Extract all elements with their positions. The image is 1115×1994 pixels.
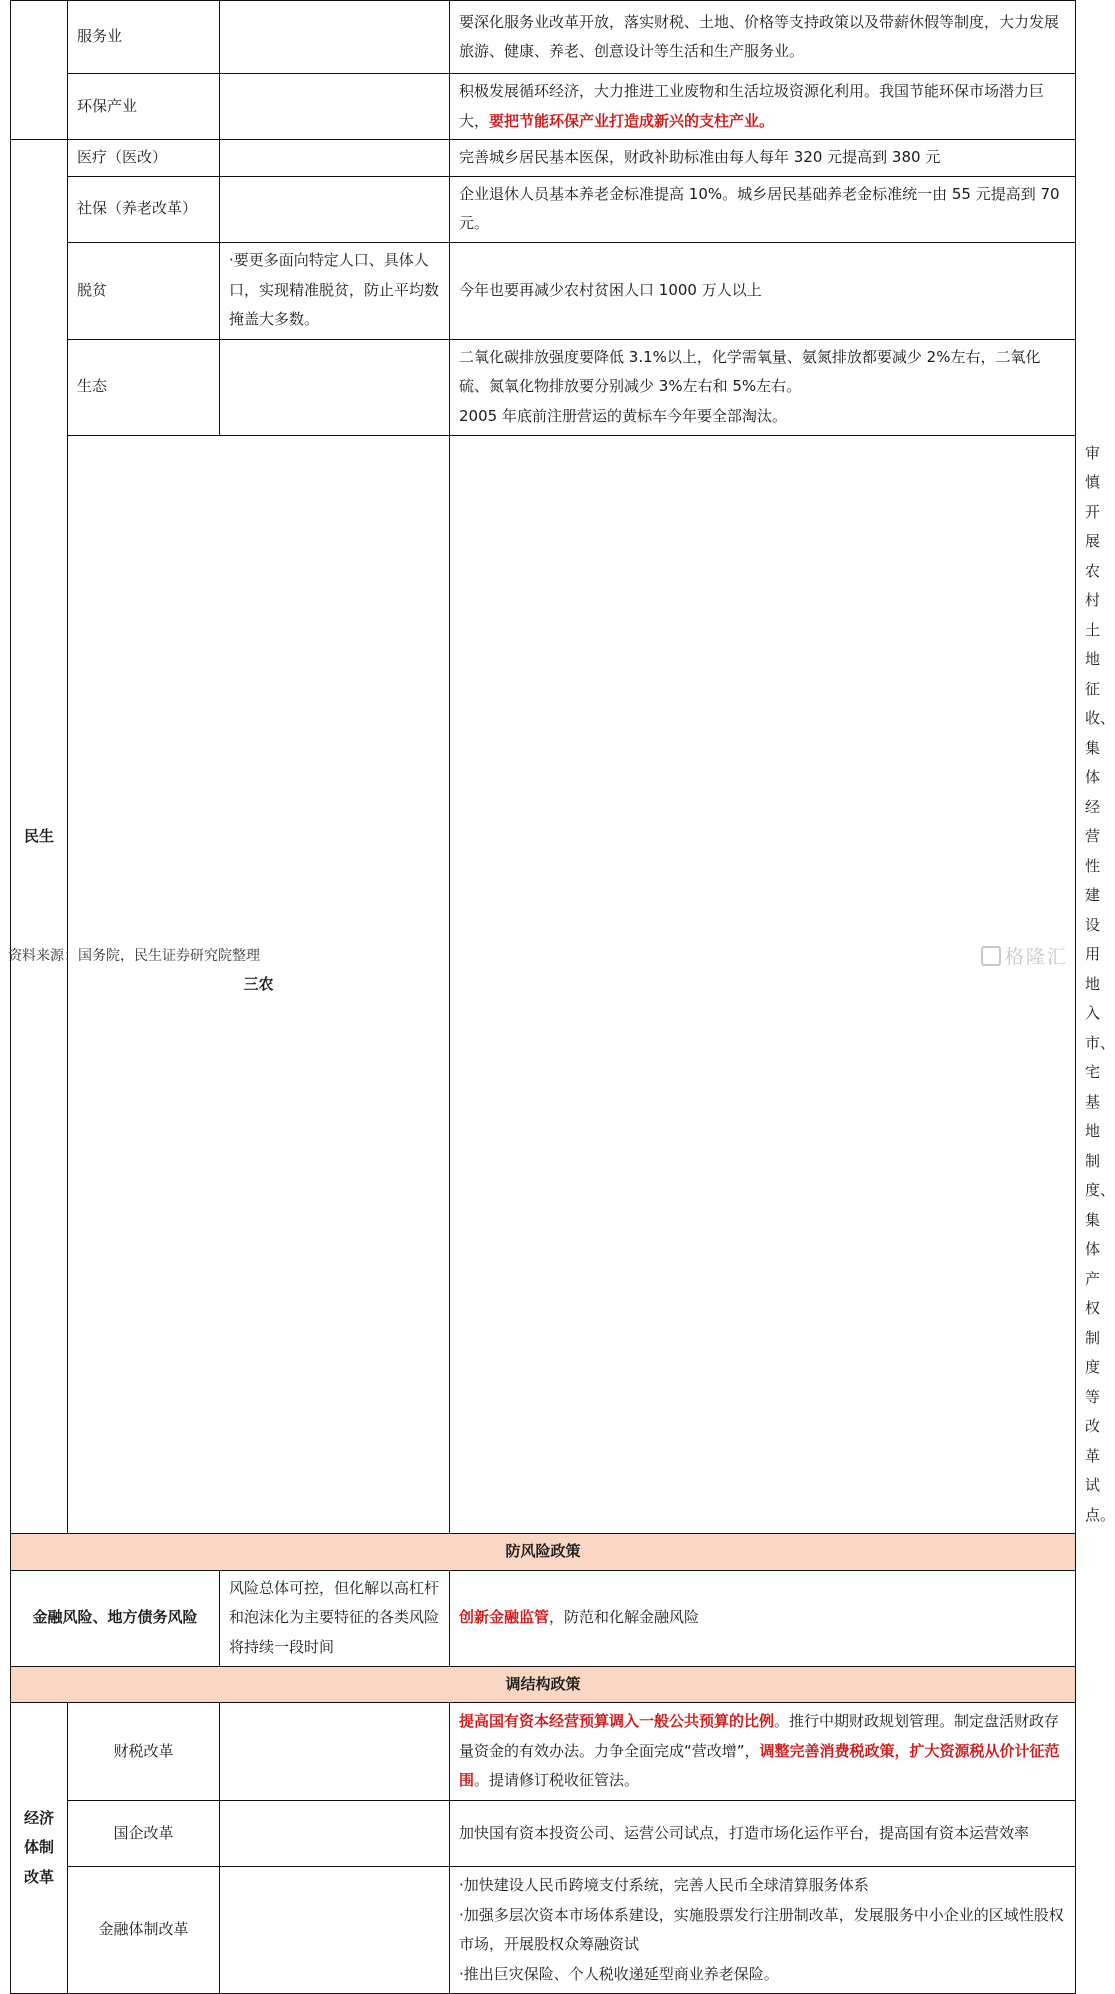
empty-category-cell — [11, 1, 68, 140]
desc-line: ·推出巨灾保险、个人税收递延型商业养老保险。 — [459, 1964, 779, 1983]
policy-table — [10, 0, 1115, 1994]
empty-note-cell — [220, 140, 450, 177]
desc-text: ，防范和化解金融风险 — [549, 1608, 700, 1627]
row-desc-caishui — [450, 1703, 1076, 1801]
row-desc-huanbao — [450, 74, 1076, 140]
highlight-text: 调整完善消费税政策，扩大资源税从价计征范围 — [459, 1741, 1060, 1790]
highlight-text: 要把节能环保产业打造成新兴的支柱产业。 — [489, 111, 775, 130]
row-label-huanbao: 环保产业 — [68, 74, 220, 140]
table-row — [11, 1801, 1076, 1867]
row-note-tuopin: ·要更多面向特定人口、具体人口，实现精准脱贫，防止平均数掩盖大多数。 — [220, 242, 450, 339]
empty-note-cell — [450, 435, 1076, 1534]
empty-note-cell — [220, 1867, 450, 1994]
table-row — [11, 140, 1076, 177]
table-row — [11, 1, 1076, 74]
table-row — [11, 74, 1076, 140]
desc-line: 二氧化碳排放强度要降低 3.1%以上，化学需氧量、氨氮排放都要减少 2%左右，二氧化硫、氮氧化物排放要分别减少 3%左右和 5%左右。 — [459, 347, 1041, 396]
row-desc-shengtai — [450, 339, 1076, 435]
empty-note-cell — [220, 1801, 450, 1867]
row-desc-guoqi: 加快国有资本投资公司、运营公司试点，打造市场化运作平台，提高国有资本运营效率 — [450, 1801, 1076, 1867]
empty-note-cell — [220, 74, 450, 140]
empty-note-cell — [220, 1, 450, 74]
row-desc-jinrong-risk — [450, 1570, 1076, 1666]
row-note-jinrong-risk: 风险总体可控，但化解以高杠杆和泡沫化为主要特征的各类风险将持续一段时间 — [220, 1570, 450, 1666]
desc-text: 。提请修订税收征管法。 — [474, 1771, 640, 1790]
table-row — [11, 1703, 1076, 1801]
desc-line: ·加快建设人民币跨境支付系统，完善人民币全球清算服务体系 — [459, 1876, 869, 1894]
row-label-caishui: 财税改革 — [68, 1703, 220, 1801]
empty-note-cell — [220, 176, 450, 242]
table-row — [11, 1570, 1076, 1666]
table-row — [11, 176, 1076, 242]
watermark-logo-icon — [981, 946, 1001, 966]
table-row — [11, 242, 1076, 339]
highlight-text: 提高国有资本经营预算调入一般公共预算的比例 — [459, 1712, 775, 1731]
section-row — [11, 1666, 1076, 1703]
source-note: 资料来源：国务院，民生证券研究院整理 — [8, 948, 260, 964]
empty-note-cell — [220, 1703, 450, 1801]
row-label-tuopin: 脱贫 — [68, 242, 220, 339]
row-desc-yiliao: 完善城乡居民基本医保，财政补助标准由每人每年 320 元提高到 380 元 — [450, 140, 1076, 177]
row-label-shengtai: 生态 — [68, 339, 220, 435]
row-label-yiliao: 医疗（医改） — [68, 140, 220, 177]
section-header-structure: 调结构政策 — [11, 1666, 1076, 1703]
row-label-jinrong-tizhi: 金融体制改革 — [68, 1867, 220, 1994]
row-desc-shebao: 企业退休人员基本养老金标准提高 10%。城乡居民基础养老金标准统一由 55 元提高到 70 元。 — [450, 176, 1076, 242]
row-desc-fuwuye: 要深化服务业改革开放，落实财税、土地、价格等支持政策以及带薪休假等制度，大力发展旅游、健康、养老、创意设计等生活和生产服务业。 — [450, 1, 1076, 74]
watermark — [981, 942, 1068, 969]
table-row — [11, 339, 1076, 435]
section-row — [11, 1534, 1076, 1571]
row-label-shebao: 社保（养老改革） — [68, 176, 220, 242]
row-label-fuwuye: 服务业 — [68, 1, 220, 74]
row-label-guoqi: 国企改革 — [68, 1801, 220, 1867]
section-header-risk: 防风险政策 — [11, 1534, 1076, 1571]
row-desc-jinrong-tizhi — [450, 1867, 1076, 1994]
category-minsheng: 民生 — [11, 140, 68, 1534]
watermark-text: 格隆汇 — [1004, 946, 1068, 968]
category-jinrong-risk: 金融风险、地方债务风险 — [11, 1570, 220, 1666]
desc-text: 积极发展循环经济，大力推进工业废物和生活垃圾资源化利用。我国节能环保市场潜力巨大， — [459, 82, 1045, 130]
category-jingji: 经济体制改革 — [11, 1703, 68, 1994]
category-sannong: 三农 — [68, 435, 450, 1534]
highlight-text: 创新金融监管 — [459, 1608, 550, 1627]
row-desc-tuopin: 今年也要再减少农村贫困人口 1000 万人以上 — [450, 242, 1076, 339]
desc-line: 2005 年底前注册营运的黄标车今年要全部淘汰。 — [459, 406, 787, 425]
desc-text: 。推行中期财政规划管理。制定盘活财政存量资金的有效办法。力争全面完成“营改增”， — [459, 1712, 1060, 1760]
empty-note-cell — [220, 339, 450, 435]
table-row — [11, 1867, 1076, 1994]
table-row: 三农 审慎开展农村土地征收、集体经营性建设用地入市、宅基地制度、集体产权制度等改革试点。 — [11, 435, 1076, 1534]
desc-line: ·加强多层次资本市场体系建设，实施股票发行注册制改革，发展服务中小企业的区域性股权市场，开展股权众筹融资试 — [459, 1905, 1064, 1953]
